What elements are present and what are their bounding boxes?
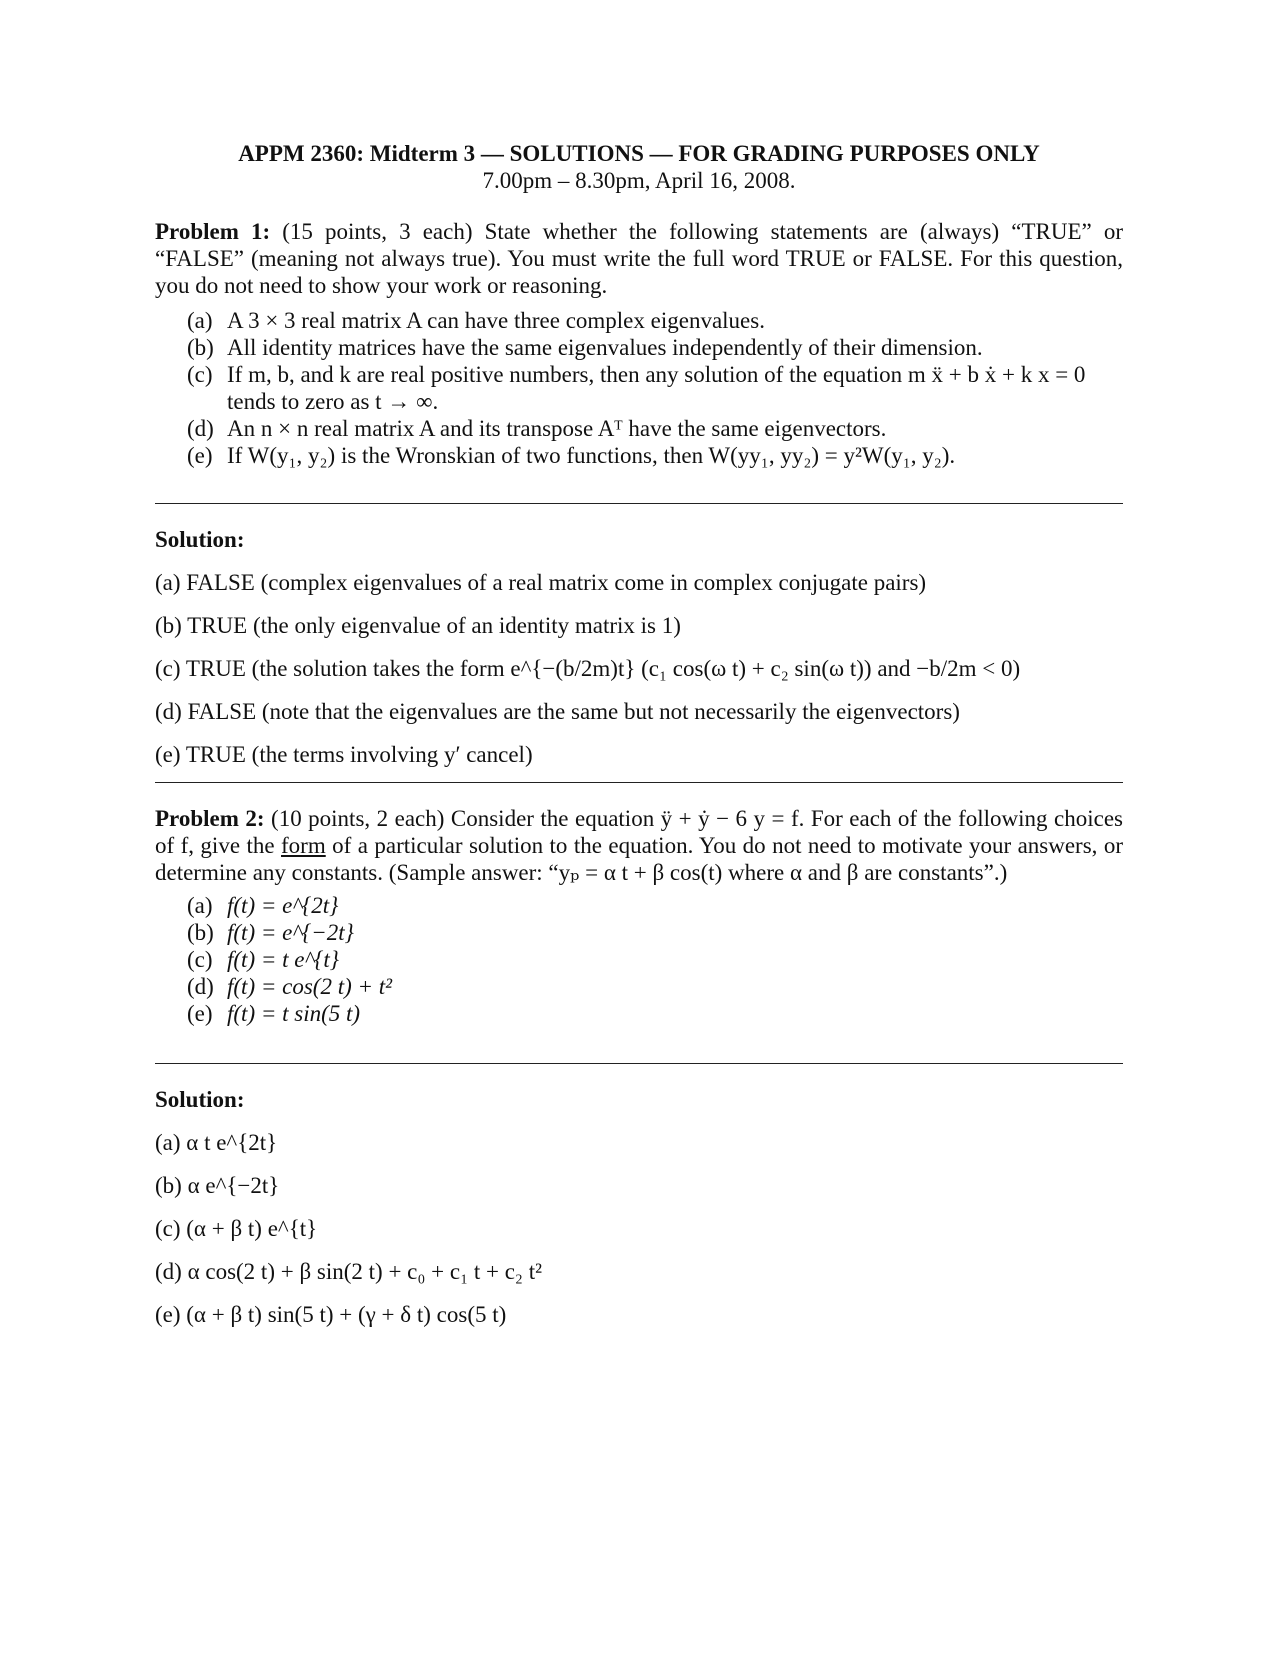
item-label: (d) (187, 416, 214, 441)
section-divider (155, 503, 1123, 504)
exam-page (155, 140, 1123, 1344)
item-text: f(t) = e^{−2t} (227, 920, 354, 945)
item-label: (d) (187, 974, 214, 999)
problem-1-item-b (187, 334, 1123, 361)
item-label: (b) (187, 920, 214, 945)
item-text: An n × n real matrix A and its transpose Aᵀ have the same eigenvectors. (227, 416, 887, 441)
solution-2-line-e: (e) (α + β t) sin(5 t) + (γ + δ t) cos(5 t) (155, 1302, 507, 1327)
section-divider (155, 782, 1123, 783)
document-subtitle: 7.00pm – 8.30pm, April 16, 2008. (482, 168, 796, 193)
item-label: (a) (187, 308, 213, 333)
solution-1-line-b: (b) TRUE (the only eigenvalue of an identity matrix is 1) (155, 613, 681, 638)
problem-1-lead: Problem 1: (155, 219, 271, 244)
problem-2-intro-b: of a particular solution to the equation. You do not need to motivate your answers, or determine any constants. (Sample answer: “yₚ = α t + β cos(t) where α and β are constants”.) (155, 833, 1124, 885)
problem-2-lead: Problem 2: (155, 806, 265, 831)
problem-1-item-e (187, 442, 1123, 469)
document-title: APPM 2360: Midterm 3 — SOLUTIONS — FOR GRADING PURPOSES ONLY (238, 141, 1040, 166)
problem-1-item-c (187, 361, 1123, 415)
solution-1-line-c: (c) TRUE (the solution takes the form e^{−(b/2m)t} (c₁ cos(ω t) + c₂ sin(ω t)) and −b/2m < 0) (155, 656, 1021, 681)
problem-1-item-a (187, 307, 1123, 334)
problem-2-item-d (187, 973, 1123, 1000)
problem-2-items (187, 892, 1123, 1027)
solution-1-heading: Solution: (155, 527, 245, 552)
item-text: If m, b, and k are real positive numbers, then any solution of the equation m ẍ + b ẋ + k x = 0 tends to zero as t → ∞. (227, 362, 1086, 414)
solution-2-heading: Solution: (155, 1087, 245, 1112)
problem-2 (155, 805, 1123, 886)
problem-1-items (187, 307, 1123, 469)
problem-2-intro-underline: form (281, 833, 326, 858)
item-text: If W(y₁, y₂) is the Wronskian of two functions, then W(yy₁, yy₂) = y²W(y₁, y₂). (227, 443, 956, 468)
problem-2-item-b (187, 919, 1123, 946)
item-label: (e) (187, 443, 213, 468)
item-text: f(t) = cos(2 t) + t² (227, 974, 393, 999)
problem-2-item-c (187, 946, 1123, 973)
item-text: f(t) = t sin(5 t) (227, 1001, 361, 1026)
solution-2-line-c: (c) (α + β t) e^{t} (155, 1216, 318, 1241)
item-label: (b) (187, 335, 214, 360)
problem-1-item-d (187, 415, 1123, 442)
document-header (155, 140, 1123, 194)
item-text: f(t) = t e^{t} (227, 947, 339, 972)
item-label: (c) (187, 947, 213, 972)
item-label: (c) (187, 362, 213, 387)
item-text: All identity matrices have the same eigenvalues independently of their dimension. (227, 335, 983, 360)
item-label: (a) (187, 893, 213, 918)
solution-1-line-e: (e) TRUE (the terms involving y′ cancel) (155, 742, 533, 767)
item-label: (e) (187, 1001, 213, 1026)
section-divider (155, 1063, 1123, 1064)
problem-2-intro-a: (10 points, 2 each) Consider the equation ÿ + ẏ − 6 y = f. For each of the following choices of f, give the (155, 806, 1123, 858)
problem-1 (155, 218, 1123, 299)
problem-1-intro: (15 points, 3 each) State whether the following statements are (always) “TRUE” or “FALSE” (meaning not always true). You must write the full word TRUE or FALSE. For this question, you do not need to show your work or reasoning. (155, 219, 1123, 298)
solution-2-line-d: (d) α cos(2 t) + β sin(2 t) + c₀ + c₁ t + c₂ t² (155, 1259, 542, 1284)
solution-2-line-b: (b) α e^{−2t} (155, 1173, 280, 1198)
solution-1-line-a: (a) FALSE (complex eigenvalues of a real matrix come in complex conjugate pairs) (155, 570, 927, 595)
problem-2-item-a (187, 892, 1123, 919)
item-text: A 3 × 3 real matrix A can have three complex eigenvalues. (227, 308, 765, 333)
solution-1-line-d: (d) FALSE (note that the eigenvalues are the same but not necessarily the eigenvectors) (155, 699, 960, 724)
problem-2-item-e (187, 1000, 1123, 1027)
solution-2-line-a: (a) α t e^{2t} (155, 1130, 278, 1155)
item-text: f(t) = e^{2t} (227, 893, 339, 918)
